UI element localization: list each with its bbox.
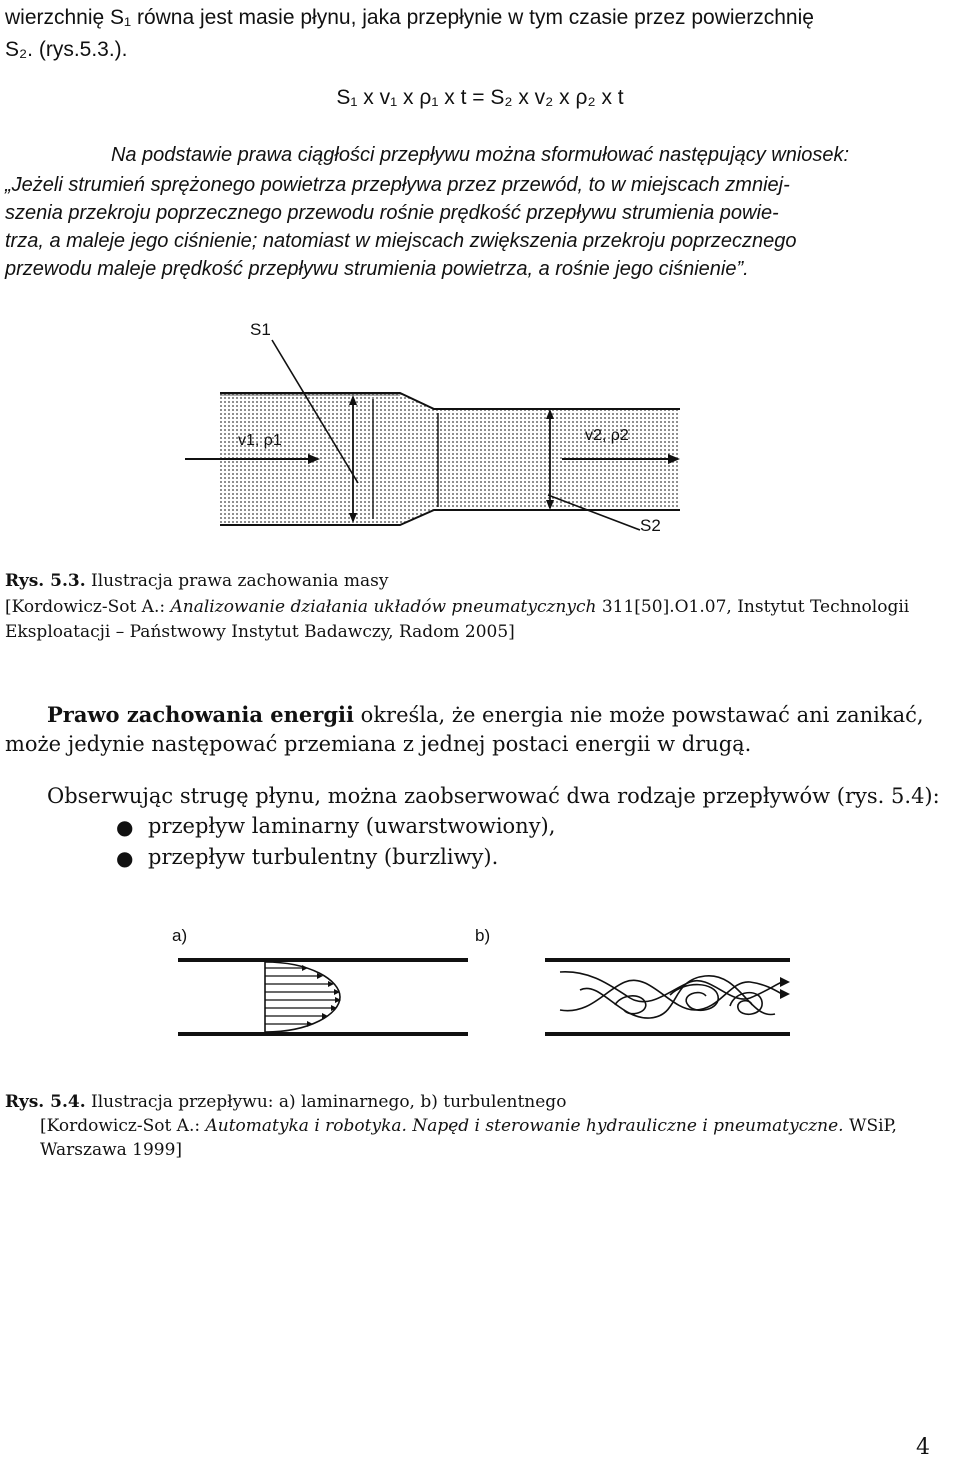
figure-5-4-caption [5,1092,566,1112]
label-a: a) [172,926,188,945]
pipe-continuity-diagram [180,305,680,550]
figure-5-3-ref-suffix: 311[50].O1.07, Instytut Technologii [596,597,910,617]
conclusion-line-3: szenia przekroju poprzecznego przewodu rośnie prędkość przepływu strumienia powie- [5,202,779,224]
turbulent-streamlines [560,972,782,1018]
energy-line-1 [47,702,924,727]
figure-5-4-reference-line-2: Warszawa 1999] [40,1140,183,1160]
label-s2: S2 [640,516,661,535]
figure-5-3-caption [5,571,389,591]
figure-5-4-ref-suffix: WSiP, [843,1116,897,1136]
intro-line-1: wierzchnię S₁ równa jest masie płynu, jaka przepłynie w tym czasie przez powierzchnię [5,6,814,29]
label-v2-rho2: v2, ρ2 [585,427,629,444]
energy-term: Prawo zachowania energii [47,702,354,727]
bullet-turbulent: przepływ turbulentny (burzliwy). [148,845,499,869]
laminar-velocity-profile [265,962,340,1032]
turbulent-arrowhead [780,977,790,987]
conclusion-line-1: Na podstawie prawa ciągłości przepływu można sformułować następujący wniosek: [110,144,850,166]
energy-line-2: może jedynie następować przemiana z jednej postaci energii w drugą. [5,732,752,756]
figure-5-4-reference [40,1116,897,1136]
conclusion-line-5: przewodu maleje prędkość przepływu strumienia powietrza, a rośnie jego ciśnienie”. [5,258,749,280]
energy-definition: określa, że energia nie może powstawać ani zanikać, [354,703,924,727]
turbulent-arrowhead [780,989,790,999]
figure-5-3-label: Rys. 5.3. [5,571,86,591]
flow-types-diagram [150,910,810,1060]
figure-5-4-label: Rys. 5.4. [5,1092,86,1112]
bullet-dot: ● [116,815,134,839]
label-v1-rho1: v1, ρ1 [238,432,282,449]
bullet-laminar: przepływ laminarny (uwarstwowiony), [148,814,556,838]
observation-text: Obserwując strugę płynu, można zaobserwować dwa rodzaje przepływów (rys. 5.4): [47,784,940,808]
figure-5-3-ref-title: Analizowanie działania układów pneumatycznych [170,597,597,617]
conclusion-line-2: „Jeżeli strumień sprężonego powietrza przepływa przez przewód, to w miejscach zmniej- [5,174,790,196]
conclusion-line-4: trza, a maleje jego ciśnienie; natomiast w miejscach zwiększenia przekroju poprzecznego [5,230,797,252]
figure-5-3-reference-line-2: Eksploatacji – Państwowy Instytut Badawczy, Radom 2005] [5,622,515,642]
figure-5-4-title: Ilustracja przepływu: a) laminarnego, b) turbulentnego [85,1092,567,1112]
bullet-dot: ● [116,846,134,870]
intro-line-2: S₂. (rys.5.3.). [5,38,128,61]
figure-5-4-ref-title: Automatyka i robotyka. Napęd i sterowanie hydrauliczne i pneumatyczne. [205,1116,844,1136]
figure-5-4-ref-prefix: [Kordowicz-Sot A.: [40,1116,206,1136]
page-number: 4 [916,1435,930,1460]
label-s1: S1 [250,320,271,339]
figure-5-3-title: Ilustracja prawa zachowania masy [85,571,389,591]
label-b: b) [475,926,491,945]
figure-5-3-reference [5,597,909,617]
figure-5-3-ref-prefix: [Kordowicz-Sot A.: [5,597,171,617]
continuity-formula: S₁ x v₁ x ρ₁ x t = S₂ x v₂ x ρ₂ x t [336,86,624,109]
